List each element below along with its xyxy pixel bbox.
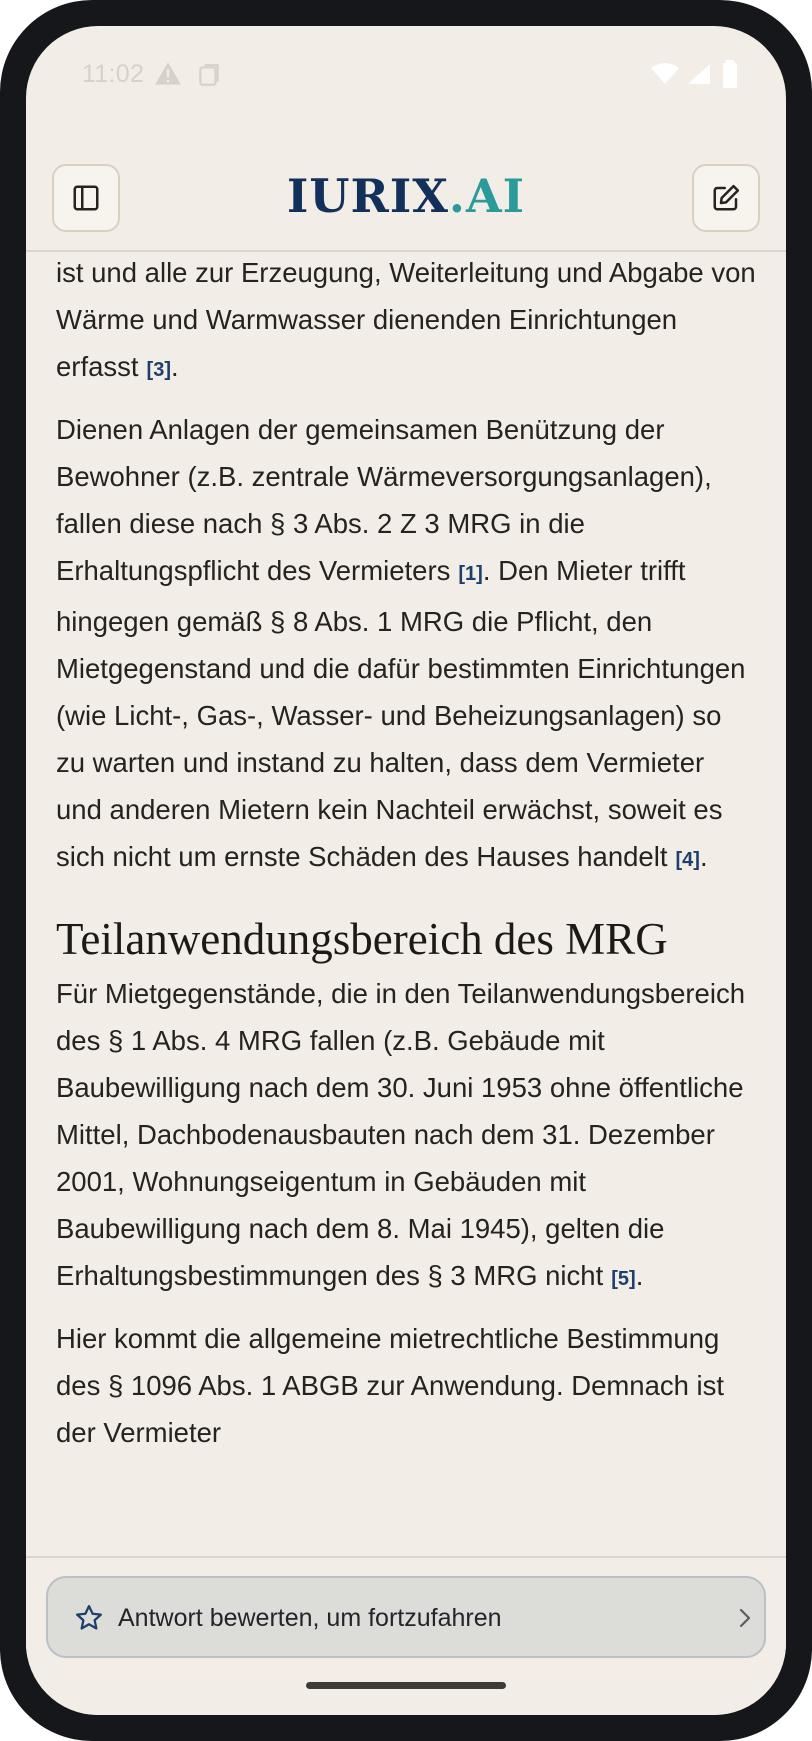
logo-suffix: AI xyxy=(465,169,526,223)
paragraph-text: . Den Mieter trifft hingegen gemäß § 8 Abs. 1 MRG die Pflicht, den Mietgegenstand und die dafür bestimmten Einrichtungen (wie Licht-, Gas-, Wasser- und Beheizungsanlagen) so zu warten und instand zu halten, dass dem Vermieter und anderen Mietern kein Nachteil erwächst, soweit es sich nicht um ernste Schäden des Hauses handelt xyxy=(56,555,746,872)
logo-main: IURIX xyxy=(286,169,449,223)
citation-link[interactable]: [5] xyxy=(611,1268,636,1290)
citation-link[interactable]: [3] xyxy=(146,359,171,381)
warning-icon xyxy=(154,60,182,88)
chevron-right-icon xyxy=(736,1606,754,1630)
paragraph-end: . xyxy=(699,841,708,872)
paragraph-end: . xyxy=(635,1260,644,1291)
app-header xyxy=(26,122,786,252)
paragraph-text: Dienen Anlagen der gemeinsamen Benützung der Bewohner (z.B. zentrale Wärmeversorgungsanlagen), fallen diese nach § 3 Abs. 2 Z 3 MRG in die Erhaltungspflicht des Vermieters xyxy=(56,414,712,586)
edit-icon xyxy=(711,183,741,213)
paragraph-1 xyxy=(56,252,756,394)
status-bar xyxy=(26,26,786,122)
answer-text xyxy=(56,252,756,1468)
paragraph-2 xyxy=(56,406,756,884)
paragraph-4: Hier kommt die allgemeine mietrechtliche Bestimmung des § 1096 Abs. 1 ABGB zur Anwendung. Demnach ist der Vermieter xyxy=(56,1323,725,1448)
citation-link[interactable]: [1] xyxy=(458,563,483,585)
rate-answer-label: Antwort bewerten, um fortzufahren xyxy=(118,1604,502,1632)
screen xyxy=(26,26,786,1715)
copy-icon xyxy=(196,62,222,88)
signal-icon xyxy=(686,62,712,86)
new-chat-button[interactable] xyxy=(692,164,760,232)
citation-link[interactable]: [4] xyxy=(675,849,700,871)
bottom-bar xyxy=(26,1556,786,1715)
wifi-icon xyxy=(650,62,680,86)
logo-dot: . xyxy=(448,169,466,223)
app-logo xyxy=(26,166,786,226)
paragraph-3 xyxy=(56,970,756,1303)
star-icon xyxy=(74,1603,104,1633)
answer-content[interactable] xyxy=(26,252,786,1582)
battery-icon xyxy=(722,60,738,88)
paragraph-end: . xyxy=(170,351,179,382)
paragraph-text: ist und alle zur Erzeugung, Weiterleitung und Abgabe von Wärme und Warmwasser dienenden Einrichtungen erfasst xyxy=(56,257,756,382)
section-heading: Teilanwendungsbereich des MRG xyxy=(56,914,668,964)
paragraph-text: Für Mietgegenstände, die in den Teilanwendungsbereich des § 1 Abs. 4 MRG fallen (z.B. Gebäude mit Baubewilligung nach dem 30. Juni 1953 ohne öffentliche Mittel, Dachbodenausbauten nach dem 31. Dezember 2001, Wohnungseigentum in Gebäuden mit Baubewilligung nach dem 8. Mai 1945), gelten die Erhaltungsbestimmungen des § 3 MRG nicht xyxy=(56,978,745,1291)
home-indicator[interactable] xyxy=(306,1682,506,1689)
rate-answer-button[interactable] xyxy=(46,1576,766,1658)
status-time: 11:02 xyxy=(82,60,145,88)
